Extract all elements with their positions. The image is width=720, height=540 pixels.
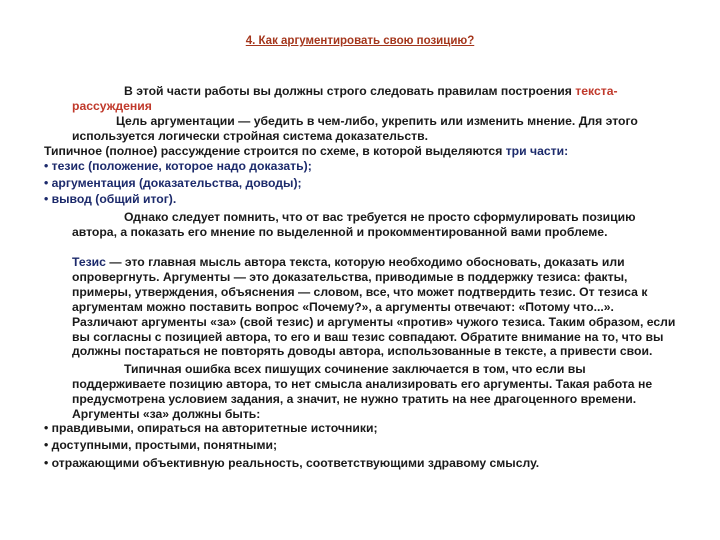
- paragraph-error: Типичная ошибка всех пишущих сочинение заключается в том, что если вы поддерживаете позицию автора, то нет смысла анализировать его аргументы. Такая работа не предусмотрена условием задания, а значит, не нужно тратить на нее драгоценного времени. Аргументы «за» должны быть:: [72, 362, 653, 421]
- bullet-item-thesis: • тезис (положение, которое надо доказать);: [44, 159, 312, 173]
- paragraph-intro: [44, 84, 680, 114]
- bullet-item-accessible: • доступными, простыми, понятными;: [44, 438, 278, 452]
- paragraph-scheme: [44, 144, 680, 159]
- thesis-term: Тезис: [72, 255, 106, 269]
- bullet-item-conclusion: • вывод (общий итог).: [44, 192, 177, 206]
- intro-text: В этой части работы вы должны строго следовать правилам построения: [124, 84, 576, 98]
- paragraph-goal: Цель аргументации — убедить в чем-либо, укрепить или изменить мнение. Для этого используется логически стройная система доказательств.: [72, 114, 638, 143]
- paragraph-remember: Однако следует помнить, что от вас требуется не просто сформулировать позицию автора, а показать его мнение по выделенной и прокомментированной вами проблеме.: [72, 210, 636, 239]
- thesis-text: — это главная мысль автора текста, которую необходимо обосновать, доказать или опровергнуть. Аргументы — это доказательства, приводимые в поддержку тезиса: факты, примеры, утверждения, объяснения — словом, все, что может подтвердить тезис. От тезиса к аргументам можно поставить вопрос «Почему?», а аргументы отвечают: «Потому что...». Различают аргументы «за» (свой тезис) и аргументы «против» чужого тезиса. Таким образом, если вы согласны с позицией автора, то его и ваш тезис совпадают. Обратите внимание на то, что вы должны постараться не повторять доводы автора, использованные в тексте, а привести свои.: [72, 255, 676, 359]
- scheme-text: Типичное (полное) рассуждение строится по схеме, в которой выделяются: [44, 144, 506, 158]
- intro-highlight: текста-рассуждения: [72, 84, 618, 113]
- bullet-item-objective: • отражающими объективную реальность, соответствующими здравому смыслу.: [44, 456, 540, 470]
- paragraph-thesis: [44, 255, 680, 359]
- scheme-highlight: три части:: [505, 144, 569, 158]
- slide-title: 4. Как аргументировать свою позицию?: [245, 35, 475, 47]
- bullet-item-truthful: • правдивыми, опираться на авторитетные источники;: [44, 421, 378, 435]
- bullet-item-argumentation: • аргументация (доказательства, доводы);: [44, 176, 302, 190]
